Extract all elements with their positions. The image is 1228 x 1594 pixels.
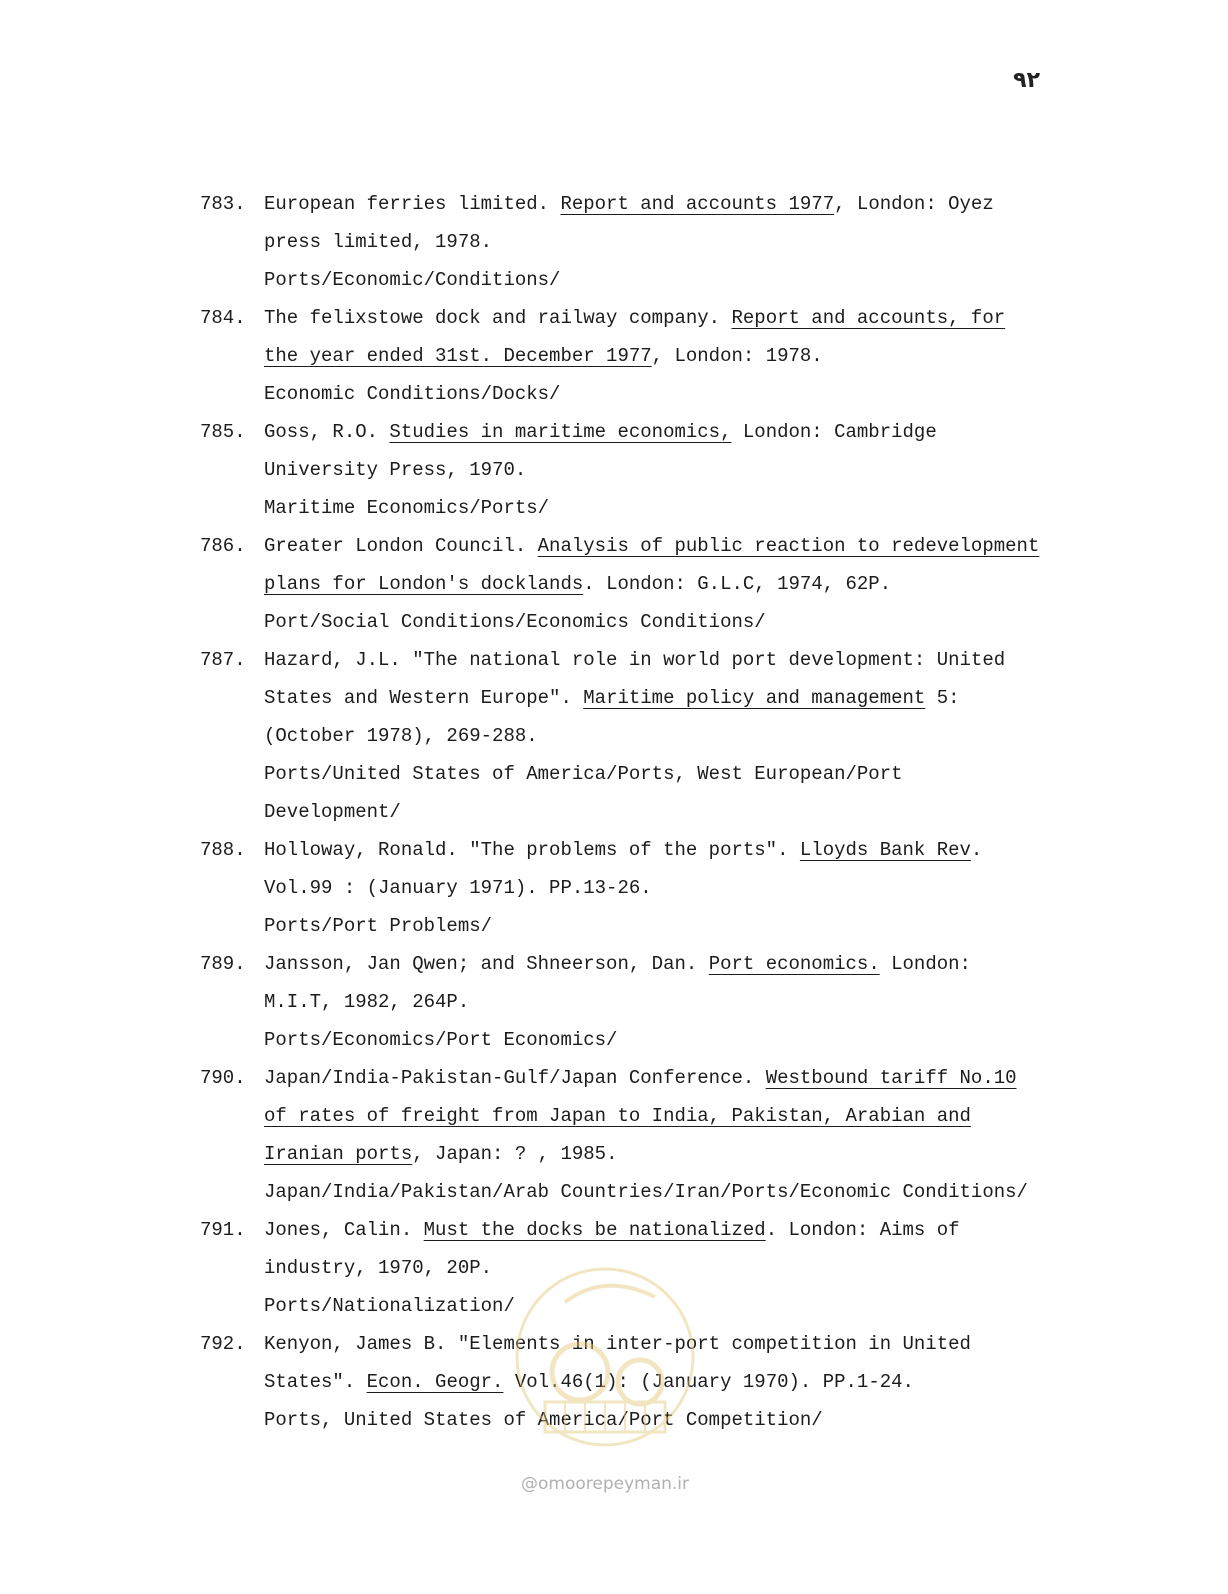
citation-text: [264, 945, 1200, 1021]
entry-number: 783.: [200, 193, 246, 215]
citation-part: , London: Oyez press limited, 1978.: [264, 193, 994, 253]
bibliography-entry: [200, 527, 1200, 641]
entry-number: 791.: [200, 1219, 246, 1241]
citation-part: Kenyon, James B. "Elements in inter-port competition in United States".: [264, 1333, 971, 1393]
citation-title: Westbound tariff No.10 of rates of freight from Japan to India, Pakistan, Arabian and Iranian ports: [264, 1067, 1017, 1165]
citation-title: Studies in maritime economics,: [389, 421, 732, 443]
subject-headings: Ports/Economic/Conditions/: [264, 269, 561, 291]
citation-text: [264, 1059, 1200, 1173]
citation-part: The felixstowe dock and railway company.: [264, 307, 732, 329]
citation-title: Report and accounts, for the year ended 31st. December 1977: [264, 307, 1006, 367]
publisher-logo-watermark: [505, 1262, 705, 1452]
citation-part: Japan/India-Pakistan-Gulf/Japan Conference.: [264, 1067, 766, 1089]
subject-headings: Port/Social Conditions/Economics Conditions/: [264, 611, 766, 633]
subject-headings: Maritime Economics/Ports/: [264, 497, 550, 519]
citation-title: Port economics.: [708, 953, 880, 975]
citation-part: . Vol.99 : (January 1971). PP.13-26.: [264, 839, 983, 899]
subject-headings: Japan/India/Pakistan/Arab Countries/Iran/Ports/Economic Conditions/: [264, 1181, 1028, 1203]
entry-number: 792.: [200, 1333, 246, 1355]
citation-text: [264, 831, 1200, 907]
entry-number: 785.: [200, 421, 246, 443]
entry-number: 790.: [200, 1067, 246, 1089]
citation-text: [264, 413, 1200, 489]
citation-text: [264, 1325, 1200, 1401]
bibliography-entry: [200, 185, 1200, 299]
subject-headings: Ports/Nationalization/: [264, 1295, 515, 1317]
citation-text: [264, 1211, 1200, 1287]
citation-part: Holloway, Ronald. "The problems of the ports".: [264, 839, 800, 861]
entry-number: 789.: [200, 953, 246, 975]
subject-headings: Economic Conditions/Docks/: [264, 383, 561, 405]
citation-part: London: Cambridge University Press, 1970.: [264, 421, 937, 481]
citation-title: Econ. Geogr.: [366, 1371, 504, 1393]
citation-part: . London: G.L.C, 1974, 62P.: [583, 573, 892, 595]
subject-headings: Ports, United States of America/Port Competition/: [264, 1409, 823, 1431]
citation-part: , Japan: ? , 1985.: [412, 1143, 618, 1165]
subject-headings: Ports/United States of America/Ports, West European/Port Development/: [264, 763, 903, 823]
citation-part: , London: 1978.: [651, 345, 823, 367]
citation-title: Analysis of public reaction to redevelopment plans for London's docklands: [264, 535, 1040, 595]
bibliography-entry: [200, 641, 1200, 831]
citation-part: Jones, Calin.: [264, 1219, 424, 1241]
entry-number: 784.: [200, 307, 246, 329]
bibliography-entry: [200, 1059, 1200, 1211]
bibliography-entry: [200, 831, 1200, 945]
bibliography-entry: [200, 945, 1200, 1059]
entry-number: 787.: [200, 649, 246, 671]
citation-text: [264, 641, 1200, 755]
citation-part: . London: Aims of industry, 1970, 20P.: [264, 1219, 960, 1279]
entry-number: 788.: [200, 839, 246, 861]
citation-title: Must the docks be nationalized: [423, 1219, 766, 1241]
bibliography-entry: [200, 299, 1200, 413]
bibliography-list: [200, 185, 1200, 1439]
citation-title: Maritime policy and management: [583, 687, 926, 709]
citation-part: Goss, R.O.: [264, 421, 390, 443]
citation-part: Hazard, J.L. "The national role in world port development: United States and Western Europe".: [264, 649, 1006, 709]
citation-part: London: M.I.T, 1982, 264P.: [264, 953, 971, 1013]
citation-part: 5: (October 1978), 269-288.: [264, 687, 960, 747]
bibliography-entry: [200, 413, 1200, 527]
watermark-caption: @omoorepeyman.ir: [520, 1474, 690, 1494]
citation-text: [264, 299, 1200, 375]
citation-text: [264, 527, 1200, 603]
citation-part: Jansson, Jan Qwen; and Shneerson, Dan.: [264, 953, 709, 975]
subject-headings: Ports/Port Problems/: [264, 915, 493, 937]
entry-number: 786.: [200, 535, 246, 557]
subject-headings: Ports/Economics/Port Economics/: [264, 1029, 618, 1051]
citation-part: Vol.46(1): (January 1970). PP.1-24.: [503, 1371, 914, 1393]
citation-part: European ferries limited.: [264, 193, 561, 215]
citation-title: Lloyds Bank Rev: [799, 839, 971, 861]
citation-text: [264, 185, 1200, 261]
page-number: ۹۲: [1013, 68, 1040, 93]
citation-part: Greater London Council.: [264, 535, 538, 557]
citation-title: Report and accounts 1977: [560, 193, 835, 215]
